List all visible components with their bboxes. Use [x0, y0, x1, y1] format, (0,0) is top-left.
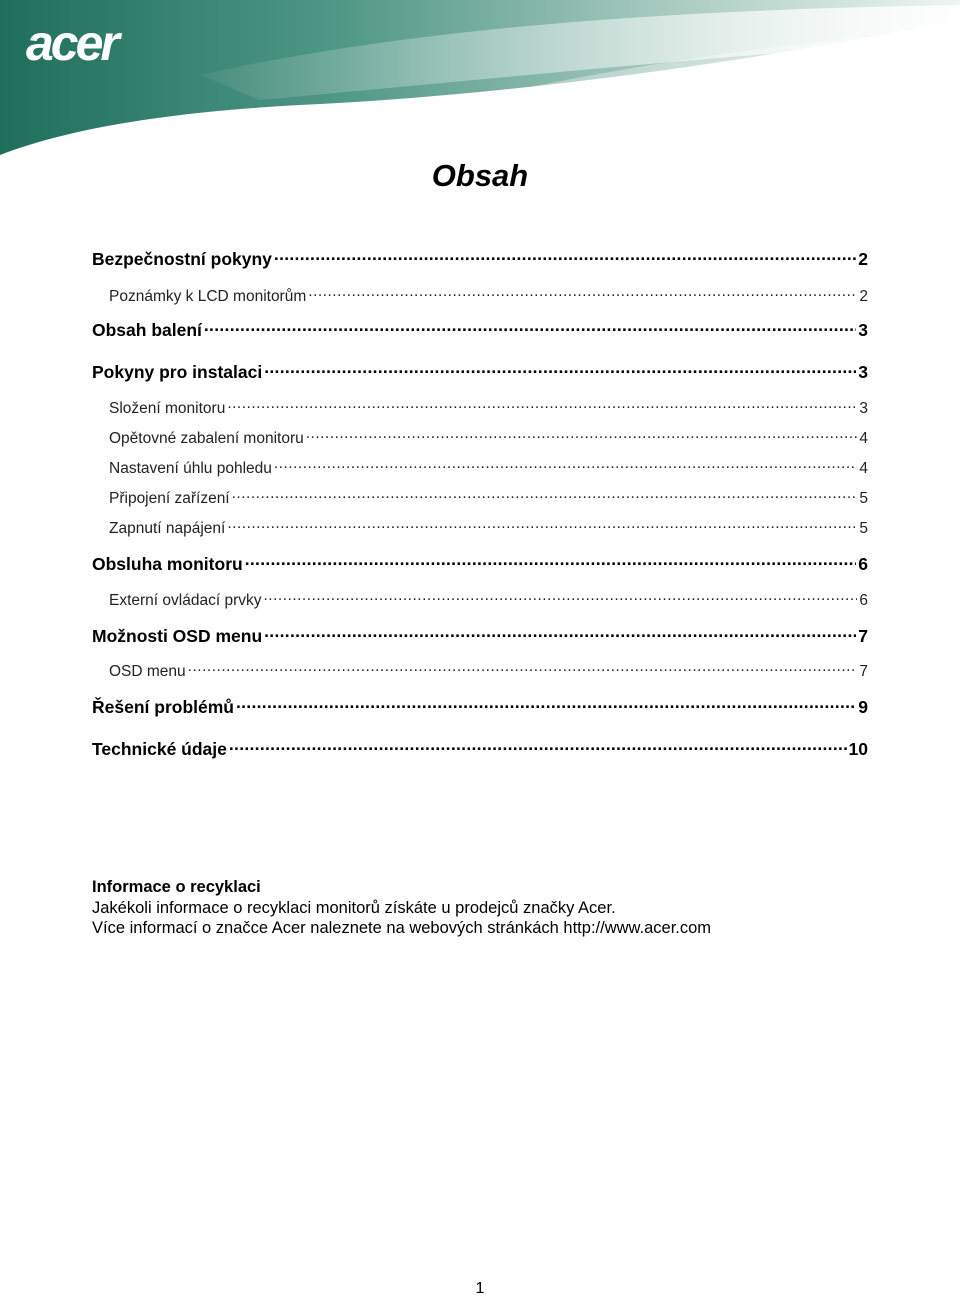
toc-entry-label: Nastavení úhlu pohledu	[109, 459, 272, 477]
toc-leader-dots	[204, 318, 856, 336]
toc-entry[interactable]	[92, 695, 868, 718]
toc-entry-page: 6	[858, 553, 868, 574]
toc-entry[interactable]	[92, 318, 868, 341]
toc-entry-page: 7	[858, 625, 868, 646]
toc-entry[interactable]	[109, 427, 868, 448]
header-banner	[0, 0, 960, 160]
toc-entry-page: 6	[859, 591, 868, 609]
toc-entry-page: 4	[859, 459, 868, 477]
toc-leader-dots	[236, 695, 856, 713]
toc-entry-page: 4	[859, 429, 868, 447]
toc-entry[interactable]	[109, 517, 868, 538]
toc-entry[interactable]	[92, 247, 868, 270]
toc-entry-label: Opětovné zabalení monitoru	[109, 429, 304, 447]
toc-leader-dots	[264, 360, 856, 378]
toc-entry[interactable]	[109, 487, 868, 508]
toc-leader-dots	[274, 247, 856, 265]
toc-entry-label: Bezpečnostní pokyny	[92, 248, 272, 269]
toc-entry-label: Obsah balení	[92, 319, 202, 340]
recycling-info-title: Informace o recyklaci	[92, 878, 261, 896]
toc-entry[interactable]	[92, 624, 868, 647]
toc-leader-dots	[245, 552, 857, 570]
toc-entry-page: 9	[858, 696, 868, 717]
toc-leader-dots	[306, 427, 858, 443]
toc-entry-label: Možnosti OSD menu	[92, 625, 263, 646]
toc-entry-page: 5	[859, 519, 868, 537]
toc-entry-label: Externí ovládací prvky	[109, 591, 262, 609]
toc-entry-label: Technické údaje	[92, 738, 227, 759]
toc-leader-dots	[227, 397, 857, 413]
toc-entry-label: Zapnutí napájení	[109, 519, 226, 537]
toc-leader-dots	[274, 457, 858, 473]
toc-leader-dots	[232, 487, 858, 503]
toc-entry-page: 3	[859, 399, 868, 417]
toc-entry-label: OSD menu	[109, 662, 186, 680]
toc-entry[interactable]	[92, 737, 868, 760]
toc-leader-dots	[188, 660, 858, 676]
toc-entry[interactable]	[92, 360, 868, 383]
toc-entry[interactable]	[109, 457, 868, 478]
toc-entry-page: 2	[858, 248, 868, 269]
toc-leader-dots	[263, 589, 857, 605]
toc-leader-dots	[264, 624, 856, 642]
toc-entry-page: 3	[858, 319, 868, 340]
toc-entry[interactable]	[109, 589, 868, 610]
toc-entry-page: 2	[859, 287, 868, 305]
toc-entry-page: 5	[859, 489, 868, 507]
recycling-info	[92, 877, 892, 939]
toc-leader-dots	[227, 517, 857, 533]
toc-entry-label: Obsluha monitoru	[92, 553, 243, 574]
toc-entry-label: Složení monitoru	[109, 399, 226, 417]
toc-entry[interactable]	[109, 397, 868, 418]
recycling-info-line: Více informací o značce Acer naleznete na webových stránkách http://www.acer.com	[92, 919, 712, 937]
toc-entry[interactable]	[92, 552, 868, 575]
acer-logo: acer	[26, 15, 117, 71]
toc-entry-label: Připojení zařízení	[109, 489, 230, 507]
toc-entry-page: 7	[859, 662, 868, 680]
page-title: Obsah	[431, 158, 529, 193]
toc-entry-label: Řešení problémů	[92, 696, 234, 717]
toc-leader-dots	[308, 285, 857, 301]
toc-leader-dots	[229, 737, 847, 755]
toc-entry-page: 10	[848, 738, 868, 759]
recycling-info-line: Jakékoli informace o recyklaci monitorů získáte u prodejců značky Acer.	[92, 898, 616, 917]
toc-entry[interactable]	[109, 285, 868, 306]
toc-entry-label: Poznámky k LCD monitorům	[109, 287, 307, 305]
header-swoosh	[0, 0, 960, 160]
toc-entry[interactable]	[109, 660, 868, 681]
toc-entry-label: Pokyny pro instalaci	[92, 361, 263, 382]
toc-entry-page: 3	[858, 361, 868, 382]
page-number: 1	[475, 1280, 485, 1297]
